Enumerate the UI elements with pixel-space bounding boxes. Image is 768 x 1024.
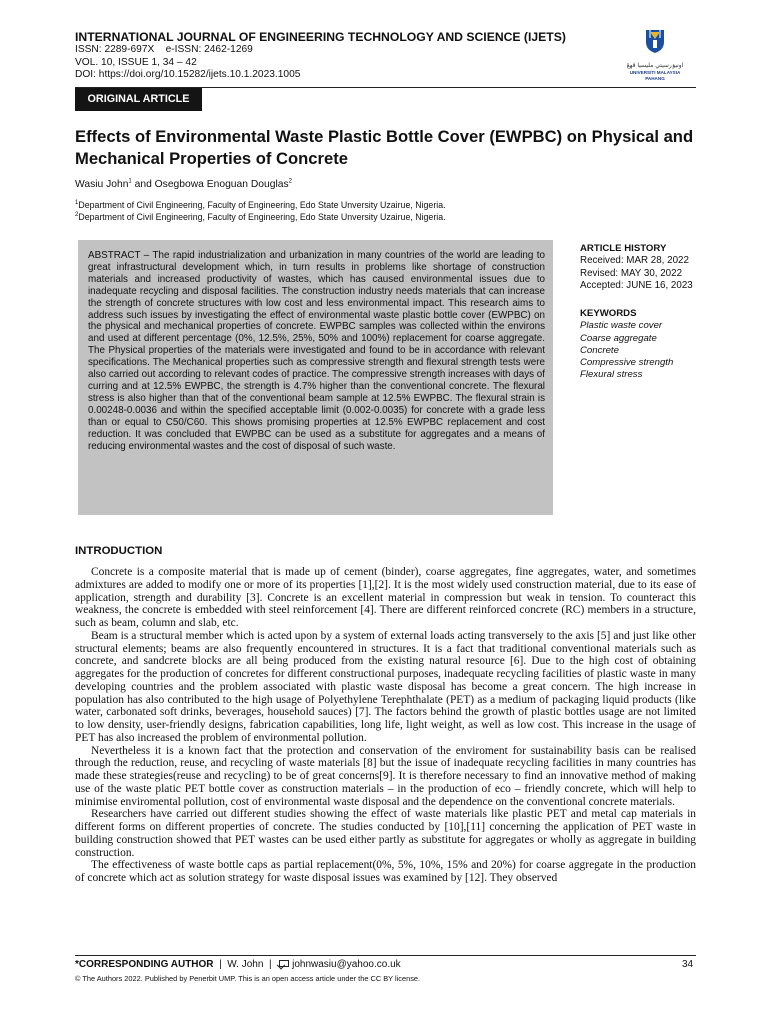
article-type-badge: ORIGINAL ARTICLE bbox=[75, 88, 202, 111]
page-number: 34 bbox=[682, 959, 694, 970]
affiliation-1-text: Department of Civil Engineering, Faculty of Engineering, Edo State Unversity Uzairue, Nigeria. bbox=[78, 200, 446, 210]
body-paragraph: Beam is a structural member which is acted upon by a system of external loads acting transversely to the axis [5] and just like other structural elements; beams are also frequently encountered in structures. It is a fact that traditional conventional materials such as concrete, and sandcrete blocks are all being produced from the existing natural resource [6]. Due to the high cost of obtaining aggregates for the production of concretes for different constructional purposes, inadequate recycling facilities of plastic waste in many developing countries and the problem associated with plastic waste disposal has become a great concern. The high increase in population has also contributed to the high usage of Polyethylene Terephthalate (PET) as a medium of packaging liquid products (like water, carbonated soft drinks, beverages, household sauces) [7]. The factors behind the growth of plastic bottles usage are not limited to low density, user-friendly designs, fabrication capabilities, long life, light weight, as well as low cost. This increase in the usage of PET has also increased the problem of environmental pollution. bbox=[75, 629, 696, 744]
keyword-item: Coarse aggregate bbox=[580, 332, 657, 344]
journal-volume: VOL. 10, ISSUE 1, 34 – 42 bbox=[75, 56, 197, 68]
introduction-heading: INTRODUCTION bbox=[75, 545, 163, 557]
logo-arabic-text: اونيۏرسيتي مليسيا ڤهڠ bbox=[626, 62, 684, 69]
author-1-affil: 1 bbox=[128, 178, 132, 185]
body-paragraph: The effectiveness of waste bottle caps as partial replacement(0%, 5%, 10%, 15% and 20%) for coarse aggregate in the production of concrete which act as solution strategy for waste disposal issues was examined by [12]. They observed bbox=[75, 859, 696, 884]
body-paragraph: Concrete is a composite material that is made up of cement (binder), coarse aggregates, fine aggregates, water, and sometimes admixtures are added to modify one or more of its properties [1],[2]. It is the most widely used construction material, due to its ease of application, strength and durability [3]. Concrete is an excellent material in compression but weak in tension. To counteract this weakness, the concrete is embedded with steel reinforcement [4]. There are different reinforced concrete (RC) members in a structure, such as beam, column and slab, etc. bbox=[75, 566, 696, 629]
affiliation-1 bbox=[75, 200, 675, 211]
email-icon bbox=[279, 960, 289, 967]
license-notice: © The Authors 2022. Published by Penerbit UMP. This is an open access article under the CC BY license. bbox=[75, 974, 421, 983]
affiliation-1-number: 1 bbox=[75, 200, 79, 207]
keywords-heading: KEYWORDS bbox=[580, 308, 637, 319]
keyword-item: Concrete bbox=[580, 344, 619, 356]
keyword-item: Plastic waste cover bbox=[580, 320, 663, 332]
affiliation-2 bbox=[75, 212, 675, 223]
separator: | bbox=[263, 959, 278, 970]
article-history-heading: ARTICLE HISTORY bbox=[580, 243, 667, 254]
shield-logo-icon bbox=[644, 28, 666, 54]
corresponding-author-line bbox=[75, 959, 401, 970]
author-2: Osegbowa Enoguan Douglas bbox=[154, 179, 289, 190]
separator: | bbox=[213, 959, 228, 970]
abstract-box bbox=[78, 240, 553, 515]
university-logo bbox=[620, 28, 690, 80]
footer-divider bbox=[75, 955, 696, 956]
logo-university-name: UNIVERSITI MALAYSIA PAHANG bbox=[629, 70, 681, 81]
affiliation-2-number: 2 bbox=[75, 212, 79, 219]
corresponding-author-name: W. John bbox=[227, 959, 264, 970]
affiliation-2-text: Department of Civil Engineering, Faculty of Engineering, Edo State Unversity Uzairue, Nigeria. bbox=[78, 212, 446, 222]
corresponding-author-email[interactable]: johnwasiu@yahoo.co.uk bbox=[292, 959, 401, 970]
author-line bbox=[75, 179, 292, 190]
keywords bbox=[580, 308, 673, 381]
body-paragraph: Nevertheless it is a known fact that the protection and conservation of the enviroment for sustainability basis can be realised through the reduction, reuse, and recycling of waste materials [8] but the issue of inadequate recycling facilities in many countries has made these strategies(reuse and recycling) to be of great concerns[9]. It is therefore necessary to find an innovative method of making use of the waste platic PET bottle cover as construction materials – in the production of eco – friendly concrete, which will help to minimise enviromental pollution, cost of environmental waste disposal and the dependence on the conventional concrete materials. bbox=[75, 744, 696, 808]
journal-name: INTERNATIONAL JOURNAL OF ENGINEERING TECHNOLOGY AND SCIENCE (IJETS) bbox=[75, 30, 566, 44]
keyword-item: Compressive strength bbox=[580, 356, 674, 368]
body-paragraph: Researchers have carried out different studies showing the effect of waste materials like plastic PET and metal cap materials in different forms on different properties of concrete. The studies conducted by [10],[11] concerning the application of PET waste in building construction showed that PET wastes can be used either partly as substitute for aggregates or wholly as aggregate in building construction. bbox=[75, 808, 696, 859]
abstract-text: ABSTRACT – The rapid industrialization and urbanization in many countries of the world are leading to great infrastructural development which, in turn results in problems like shortage of construction materials and increased productivity of wastes, which has caused environmental issues due to inadequate recycling and disposal facilities. The construction industry needs materials that can increase the strength of concrete structures with low cost and less environmental impact. This research aims to address such issues by investigating the effect of environmental waste plastic bottle cover (EWPBC) on the physical and mechanical properties of concrete. EWPBC samples was collected within the environs and used at different percentage (0%, 12.5%, 25%, 50% and 100%) replacement for coarse aggregate. The Physical properties of the materials were investigated and found to be in accordance with relevant specifications. The Mechanical properties such as compressive strength and flexural strength tests were also carried out according to relevant codes of practice. The compressive strength increases with days of curring and at 12.5% EWPBC, the strength is 4.7% higher than the conventional concrete. The flexural stress is also higher than that of the conventional beam sample at 12.5% EWPBC. The flexural strain is 0.00248-0.0036 and within the specified acceptable limit (0.002-0.0035) for concrete with a grade less than or equal to C50/C60. This shows promising properties at 12.5% EWPBC replacement and cost reduction. It was concluded that EWPBC can be used as a substitute for aggregates and a means of reducing environmental wastes and the cost of disposal of such waste. bbox=[88, 250, 545, 452]
article-history bbox=[580, 243, 693, 292]
revised-date: Revised: MAY 30, 2022 bbox=[580, 267, 683, 279]
journal-issn: ISSN: 2289-697X e-ISSN: 2462-1269 bbox=[75, 44, 253, 55]
received-date: Received: MAR 28, 2022 bbox=[580, 255, 689, 267]
journal-header bbox=[75, 30, 635, 82]
author-1: Wasiu John bbox=[75, 179, 129, 190]
author-2-affil: 2 bbox=[288, 178, 292, 185]
introduction-body bbox=[75, 566, 696, 885]
journal-doi[interactable]: DOI: https://doi.org/10.15282/ijets.10.1.2023.1005 bbox=[75, 69, 301, 80]
accepted-date: Accepted: JUNE 16, 2023 bbox=[580, 279, 693, 291]
keyword-item: Flexural stress bbox=[580, 369, 643, 381]
corresponding-author-label: *CORRESPONDING AUTHOR bbox=[75, 959, 214, 970]
author-conjunction: and bbox=[131, 179, 155, 190]
article-title: Effects of Environmental Waste Plastic Bottle Cover (EWPBC) on Physical and Mechanical Properties of Concrete bbox=[75, 127, 694, 168]
